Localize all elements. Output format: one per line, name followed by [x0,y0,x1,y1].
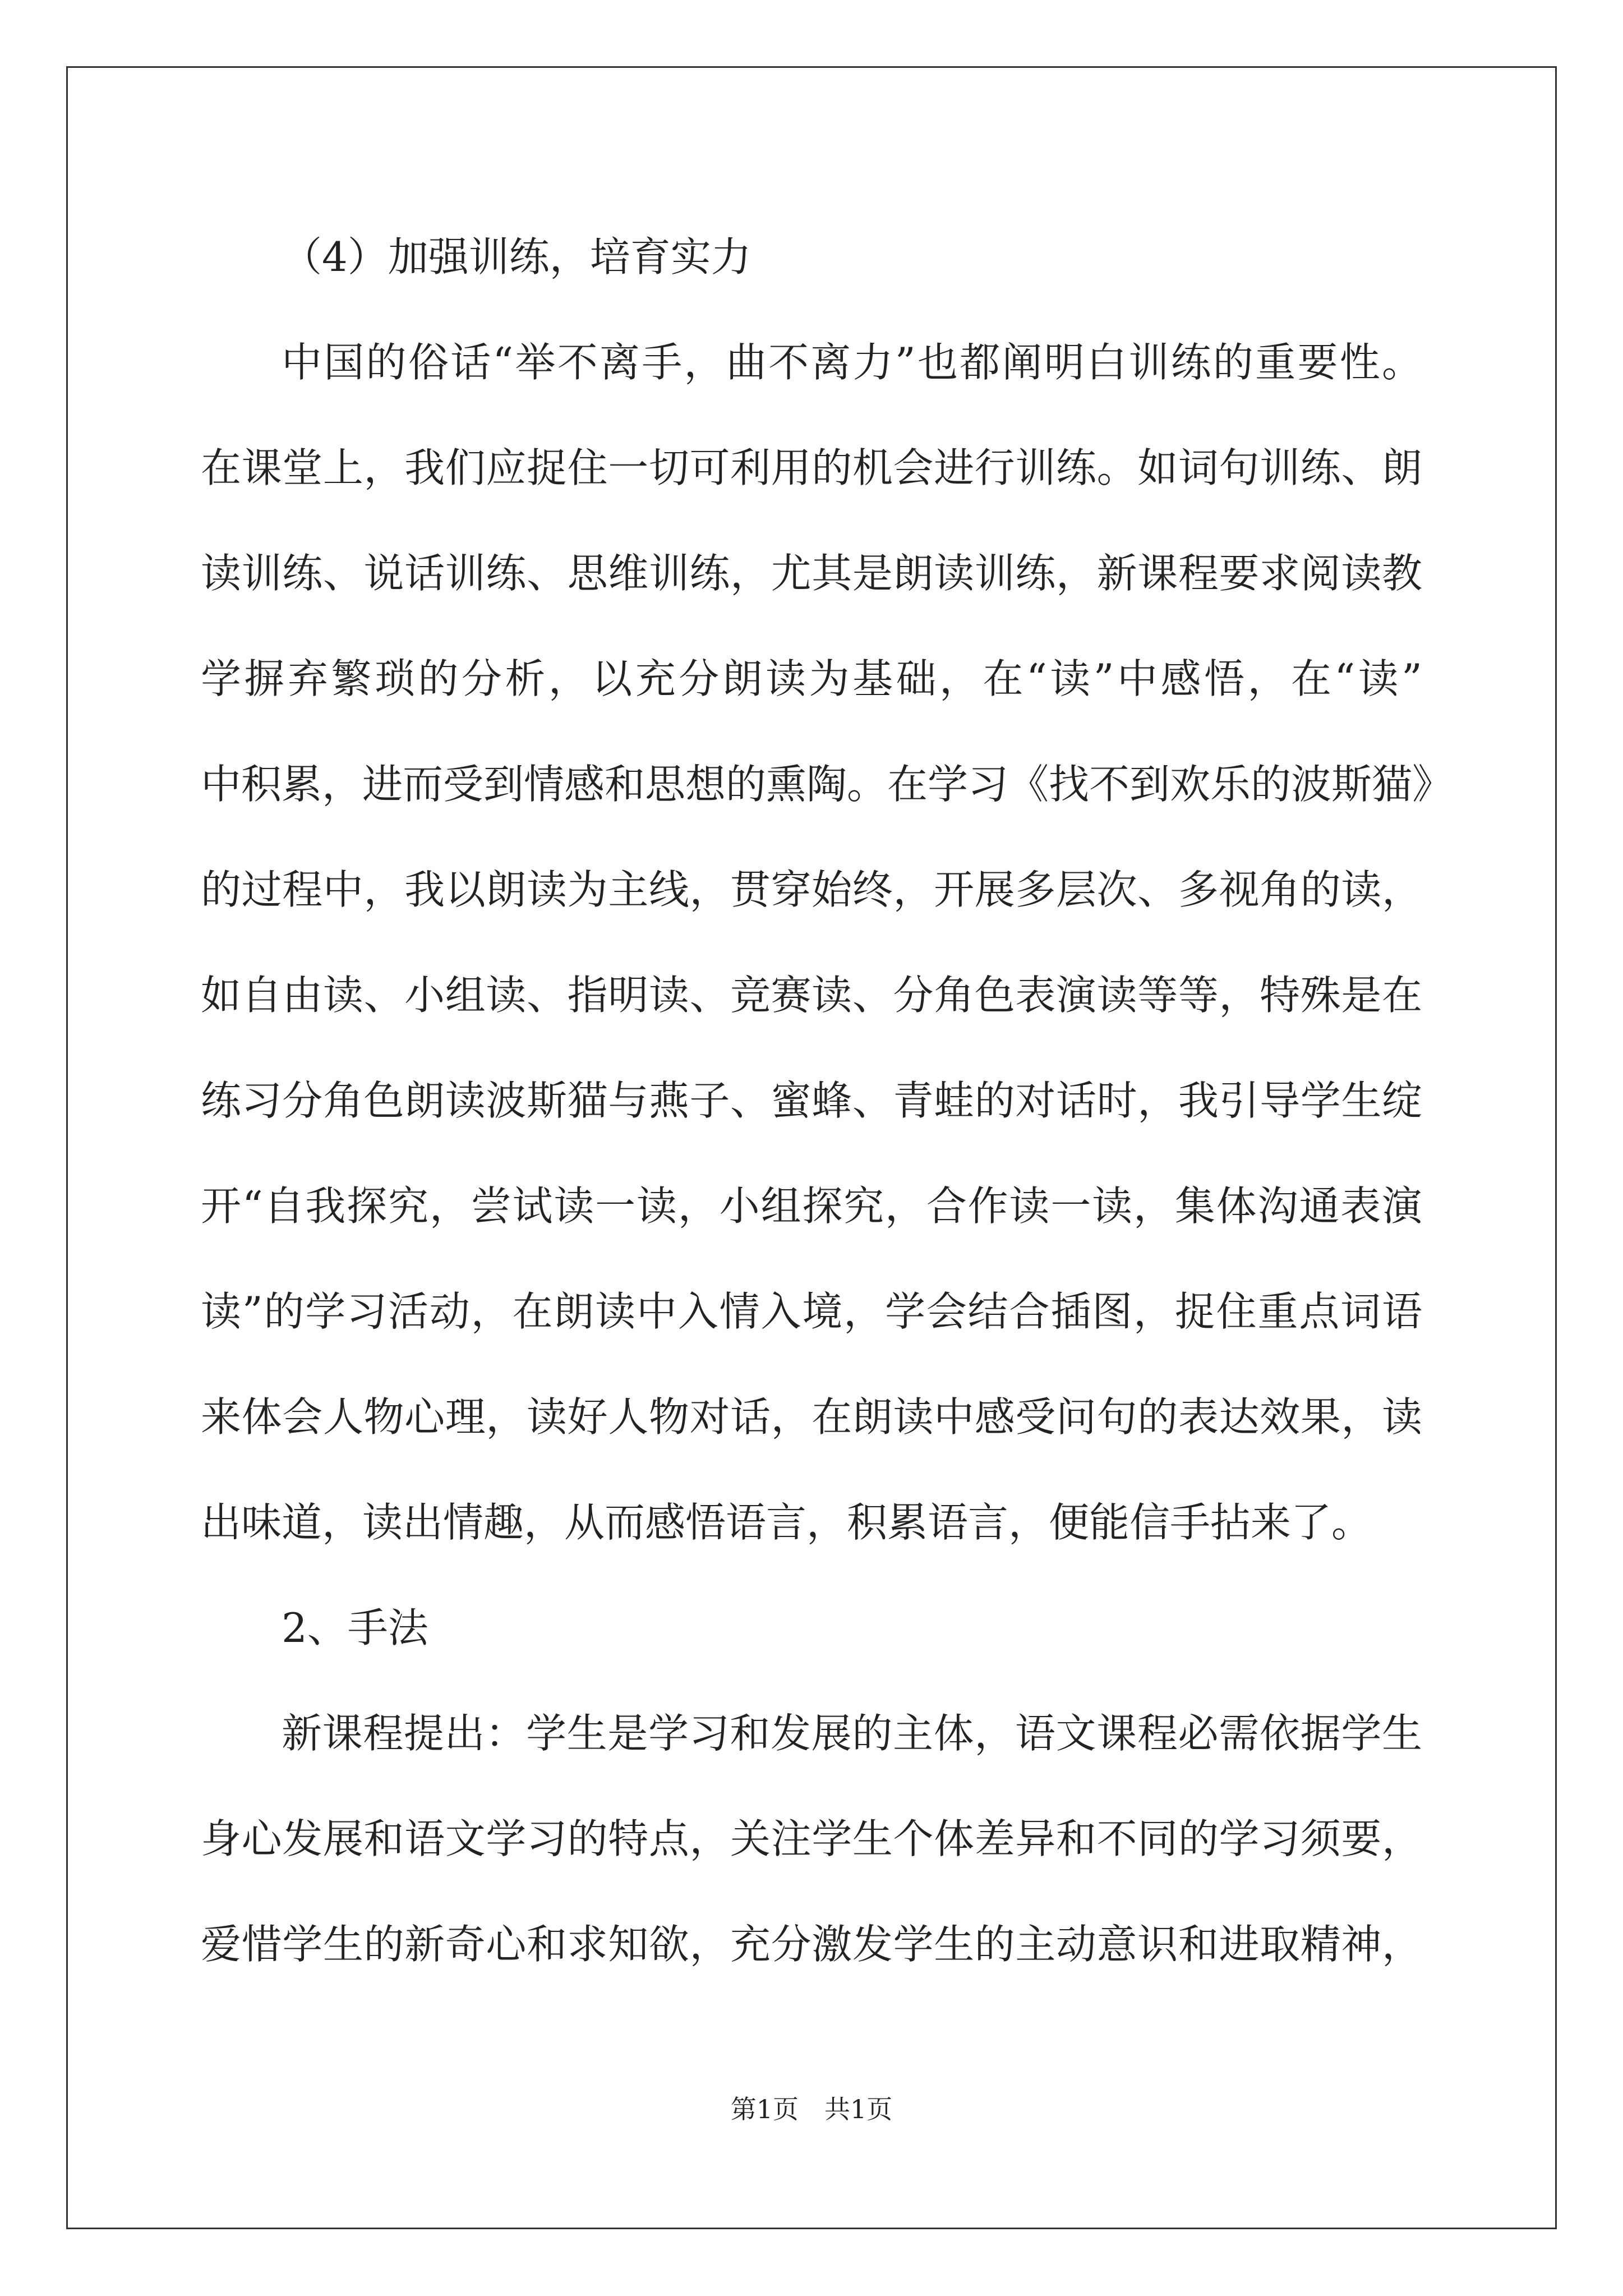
paragraph-line: 来体会人物心理，读好人物对话，在朗读中感受问句的表达效果，读 [201,1393,1422,1441]
paragraph-line: 中积累，进而受到情感和思想的熏陶。在学习《找不到欢乐的波斯猫》 [201,761,1453,808]
paragraph-line: 如自由读、小组读、指明读、竞赛读、分角色表演读等等，特殊是在 [201,972,1422,1019]
paragraph-line: 出味道，读出情趣，从而感悟语言，积累语言，便能信手拈来了。 [201,1499,1372,1546]
paragraph-line: 在课堂上，我们应捉住一切可利用的机会进行训练。如词句训练、朗 [201,444,1422,491]
section-heading: （4）加强训练，培育实力 [282,233,751,280]
paragraph-line: 练习分角色朗读波斯猫与燕子、蜜蜂、青蛙的对话时，我引导学生绽 [201,1077,1422,1124]
page-number: 第1页 [730,2094,799,2124]
page-footer [0,2092,1623,2126]
page-total: 共1页 [824,2094,893,2124]
paragraph-line: 读训练、说话训练、思维训练，尤其是朗读训练，新课程要求阅读教 [201,550,1422,597]
section-heading: 2、手法 [282,1604,428,1651]
paragraph-line: 爱惜学生的新奇心和求知欲，充分激发学生的主动意识和进取精神， [201,1921,1422,1968]
paragraph-line: 中国的俗话“举不离手，曲不离力”也都阐明白训练的重要性。 [282,339,1422,386]
paragraph-line: 身心发展和语文学习的特点，关注学生个体差异和不同的学习须要， [201,1815,1422,1862]
paragraph-line: 读”的学习活动，在朗读中入情入境，学会结合插图，捉住重点词语 [201,1288,1422,1335]
paragraph-line: 开“自我探究，尝试读一读，小组探究，合作读一读，集体沟通表演 [201,1182,1422,1230]
paragraph-line: 新课程提出：学生是学习和发展的主体，语文课程必需依据学生 [282,1710,1422,1757]
paragraph-line: 学摒弃繁琐的分析，以充分朗读为基础，在“读”中感悟，在“读” [201,655,1422,702]
paragraph-line: 的过程中，我以朗读为主线，贯穿始终，开展多层次、多视角的读， [201,866,1422,913]
